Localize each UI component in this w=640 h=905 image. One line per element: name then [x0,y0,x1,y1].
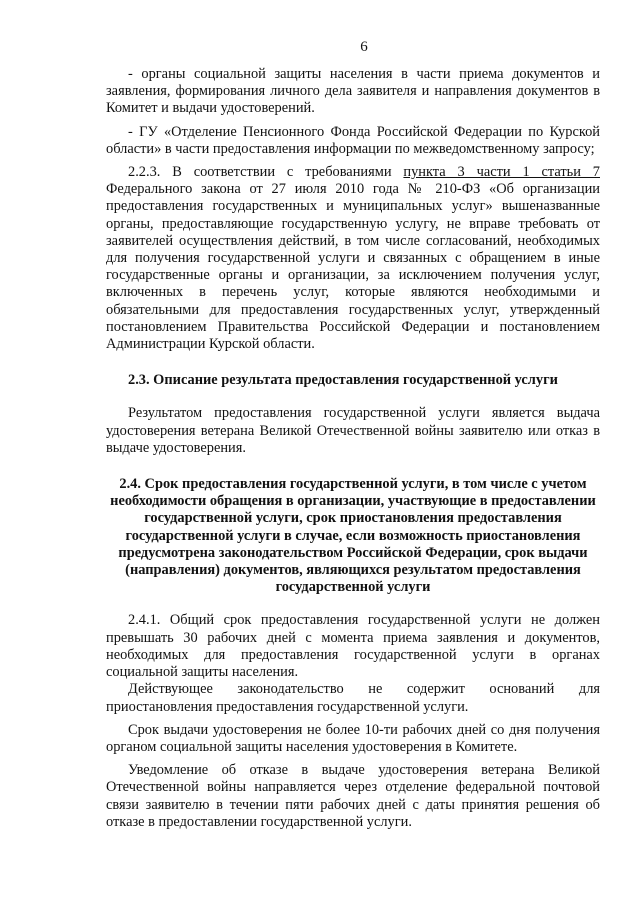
paragraph-2-4-1: 2.4.1. Общий срок предоставления государственной услуги не должен превышать 30 рабочих дней с момента приема заявления и документов, необходимых для предоставления государственной услуги в органах социальной защиты населения. [106,612,600,681]
section-heading-2-3: 2.3. Описание результата предоставления государственной услуги [128,372,558,389]
page-number: 6 [360,39,368,55]
paragraph-pension-fund: - ГУ «Отделение Пенсионного Фонда Российской Федерации по Курской области» в части предоставления информации по межведомственному запросу; [106,123,600,157]
paragraph-2-2-3-start: 2.2.3. В соответствии с требованиями [128,164,404,181]
section-heading-2-4: 2.4. Срок предоставления государственной услуги, в том числе с учетом необходимости обращения в организации, участвующие в предоставлении государственной услуги, срок приостановления предоставления государственной услуги в случае, если возможность приостановления предусмотрена законодательством Российской Федерации, срок выдачи (направления) документов, являющихся результатом предоставления государственной услуги [110,476,596,596]
law-reference-link[interactable]: пункта 3 части 1 статьи 7 [403,164,600,181]
paragraph-2-2-3 [106,164,600,353]
paragraph-refusal-notice: Уведомление об отказе в выдаче удостоверения ветерана Великой Отечественной войны направляется через отделение федеральной почтовой связи заявителю в течении пяти рабочих дней с даты принятия решения об отказе в предоставлении государственной услуги. [106,762,600,830]
paragraph-result: Результатом предоставления государственной услуги является выдача удостоверения ветерана Великой Отечественной войны заявителю или отказ в выдаче удостоверения. [106,405,600,456]
paragraph-social-protection: - органы социальной защиты населения в части приема документов и заявления, формирования личного дела заявителя и направления документов в Комитет и выдачи удостоверений. [106,66,600,117]
paragraph-2-2-3-rest: Федерального закона от 27 июля 2010 года № 210-ФЗ «Об организации предоставления государственных и муниципальных услуг» вышеназванные органы, предоставляющие государственную услугу, не вправе требовать от заявителей осуществления действий, в том числе согласований, необходимых для получения государственной услуги и связанных с обращением в иные государственные органы и организации, за исключением получения услуг, включенных в перечень услуг, которые являются необходимыми и обязательными для предоставления государственных услуг, утвержденный постановлением Правительства Российской Федерации и постановлением Администрации Курской области. [106,181,600,353]
paragraph-issue-term: Срок выдачи удостоверения не более 10-ти рабочих дней со дня получения органом социальной защиты населения удостоверения в Комитете. [106,721,600,755]
paragraph-no-suspension: Действующее законодательство не содержит оснований для приостановления предоставления государственной услуги. [106,681,600,715]
